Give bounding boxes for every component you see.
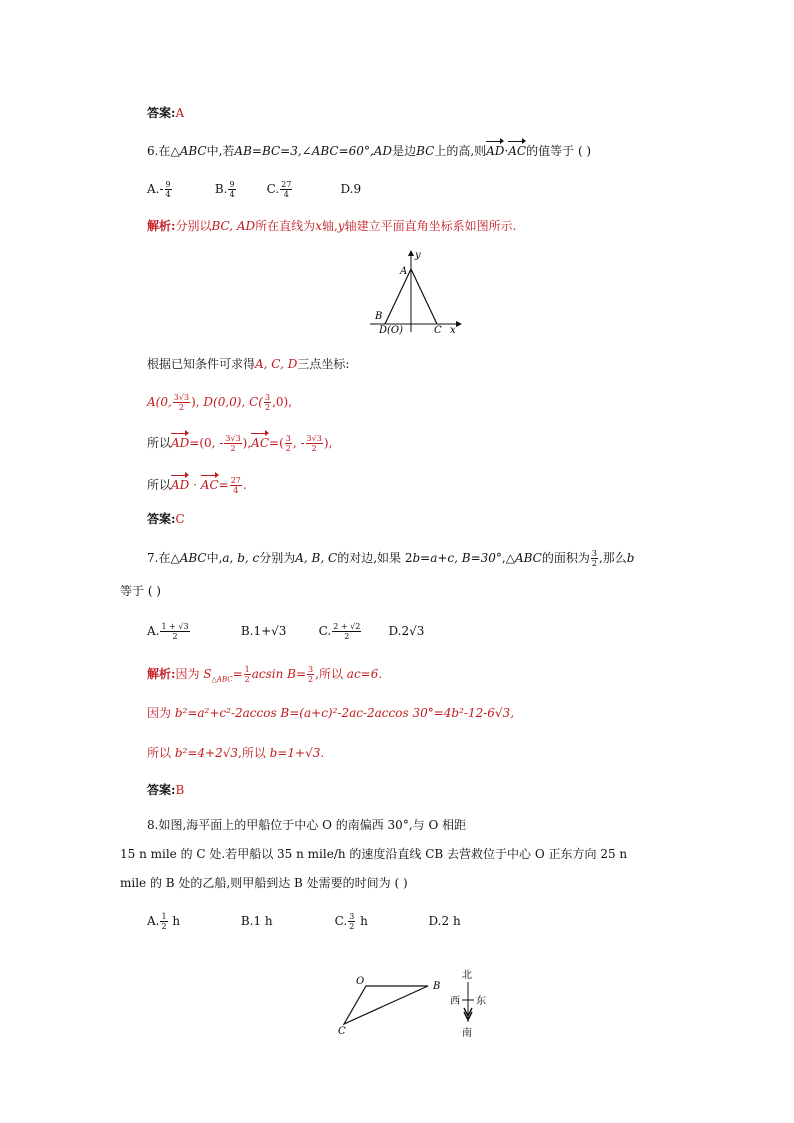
text: ,△ xyxy=(501,551,515,565)
analysis-text: x xyxy=(315,219,322,233)
option-value: 9 xyxy=(353,182,362,196)
q6-stem-bc: BC xyxy=(416,144,435,158)
q6-stem-ad: AD xyxy=(373,144,393,158)
text: ), xyxy=(323,436,333,450)
compass-icon xyxy=(450,969,486,1039)
q6-options xyxy=(147,180,361,199)
q6-dot: · xyxy=(504,144,509,158)
compass-east: 东 xyxy=(476,996,486,1007)
text: acsin B= xyxy=(251,667,307,681)
q6-option-c xyxy=(267,180,337,199)
text: a, b, c xyxy=(222,551,260,565)
option-label: C. xyxy=(334,914,348,928)
analysis-text: BC, AD xyxy=(211,219,256,233)
q7-analysis-1 xyxy=(147,665,382,687)
analysis-text: y xyxy=(337,219,345,233)
answer-value: B xyxy=(175,783,185,797)
fraction: $\frac{3}{2}$ xyxy=(308,665,314,684)
triangle-ocb xyxy=(344,986,428,1024)
text: ABC xyxy=(179,551,207,565)
option-unit: h xyxy=(172,914,181,928)
q8-stem-line3: mile 的 B 处的乙船,则甲船到达 B 处需要的时间为 ( ) xyxy=(120,876,408,890)
q8-option-a xyxy=(147,912,237,931)
q5-answer xyxy=(147,105,184,121)
text: 所以 xyxy=(147,478,172,492)
option-fraction: $\frac{1}{2}$ xyxy=(161,912,167,931)
label-d: D(O) xyxy=(379,325,404,336)
q6-vector-ac: AC xyxy=(508,144,527,158)
option-fraction: $\frac{1 + √3}{2}$ xyxy=(161,622,189,641)
text: 分别为 xyxy=(259,551,296,565)
text: 7.在△ xyxy=(147,551,180,565)
q6-stem-prefix: 6.在△ xyxy=(147,144,180,158)
q8-options xyxy=(147,912,461,931)
q7-option-c xyxy=(319,622,385,641)
compass-south: 南 xyxy=(462,1028,472,1039)
q7-analysis-3 xyxy=(147,745,324,761)
q6-stem-mid1: 中,若 xyxy=(206,144,235,158)
analysis-text: 轴建立平面直角坐标系如图所示. xyxy=(344,219,517,233)
text: 三点坐标: xyxy=(297,357,350,371)
text: S xyxy=(203,667,212,681)
text: b=1+√3. xyxy=(269,746,325,760)
text: ,所以 xyxy=(315,667,343,681)
text: b=a+c, B=30° xyxy=(412,551,502,565)
text: =(0, - xyxy=(189,436,224,450)
text: ,那么 xyxy=(598,551,627,565)
label-o: O xyxy=(356,976,365,987)
text: 的对边,如果 2 xyxy=(337,551,413,565)
text: = xyxy=(218,478,229,492)
q6-dot-line xyxy=(147,476,247,495)
analysis-label: 解析: xyxy=(147,667,176,681)
q8-option-c xyxy=(335,912,425,931)
q6-stem-mid3: 上的高,则 xyxy=(434,144,487,158)
q8-option-b: B.1 h xyxy=(240,914,273,928)
q6-stem-mid2: 是边 xyxy=(392,144,417,158)
answer-value: A xyxy=(175,106,185,120)
option-fraction: $\frac{3}{2}$ xyxy=(349,912,355,931)
option-label: C. xyxy=(266,182,280,196)
text: 等于 ( ) xyxy=(120,584,161,598)
option-label: B. xyxy=(214,182,228,196)
option-label: C. xyxy=(318,624,332,638)
fraction: $\frac{3}{2}$ xyxy=(285,434,291,453)
q6-option-d xyxy=(340,181,361,197)
text: 中, xyxy=(206,551,223,565)
vector-ac: AC xyxy=(200,478,219,492)
q7-analysis-2 xyxy=(147,705,514,721)
vector-ad: AD xyxy=(171,478,190,492)
q6-option-a xyxy=(147,180,211,199)
option-label: A. xyxy=(147,182,160,196)
q6-vector-ad: AD xyxy=(486,144,505,158)
option-label: D. xyxy=(340,182,354,196)
text: b²=4+2√3 xyxy=(174,746,238,760)
answer-label: 答案: xyxy=(147,106,176,120)
analysis-text: 分别以 xyxy=(175,219,212,233)
q6-stem-abc: ABC xyxy=(179,144,207,158)
label-c: C xyxy=(338,1026,346,1037)
text: 的面积为 xyxy=(541,551,590,565)
option-label: A. xyxy=(147,624,160,638)
label-y: y xyxy=(415,250,421,261)
q6-stem xyxy=(147,143,591,159)
label-b: B xyxy=(433,981,441,992)
q8-stem-line1: 8.如图,海平面上的甲船位于中心 O 的南偏西 30°,与 O 相距 xyxy=(147,818,467,832)
option-fraction: $\frac{27}{4}$ xyxy=(281,180,292,199)
q7-option-b: B.1+√3 xyxy=(240,624,287,638)
text: ac=6. xyxy=(346,667,383,681)
q6-vectors-line xyxy=(147,434,332,453)
text: ,所以 xyxy=(238,746,266,760)
option-fraction: $\frac{2 + √2}{2}$ xyxy=(333,622,361,641)
answer-label: 答案: xyxy=(147,783,176,797)
fraction: $\frac{3√3}{2}$ xyxy=(173,393,190,412)
text: 根据已知条件可求得 xyxy=(147,357,256,371)
q7-option-a xyxy=(147,622,237,641)
text: ), xyxy=(191,395,200,409)
option-fraction: $\frac{9}{4}$ xyxy=(165,180,171,199)
fraction: $\frac{3}{2}$ xyxy=(591,549,597,568)
analysis-label: 解析: xyxy=(147,219,176,233)
option-label: A. xyxy=(147,914,160,928)
text: 因为 xyxy=(175,667,200,681)
q7-stem xyxy=(147,549,634,568)
vector-ad: AD xyxy=(171,436,190,450)
text: ), xyxy=(242,436,252,450)
analysis-text: 轴, xyxy=(321,219,338,233)
text: A, C, D xyxy=(255,357,298,371)
text: △ABC xyxy=(211,675,233,684)
text: A(0, xyxy=(147,395,172,409)
fraction: $\frac{27}{4}$ xyxy=(230,476,241,495)
text: b²=a²+c²-2accos B=(a+c)²-2ac-2accos 30°=4b²-12-6√3, xyxy=(174,706,515,720)
answer-value: C xyxy=(175,512,185,526)
label-x: x xyxy=(450,325,456,336)
q6-stem-cond: AB=BC=3,∠ABC=60°, xyxy=(234,144,374,158)
answer-label: 答案: xyxy=(147,512,176,526)
text: A, B, C xyxy=(295,551,338,565)
option-fraction: $\frac{9}{4}$ xyxy=(229,180,235,199)
text: ,0), xyxy=(272,395,293,409)
q8-option-d: D.2 h xyxy=(428,914,461,928)
text: =( xyxy=(269,436,284,450)
analysis-text: 所在直线为 xyxy=(255,219,316,233)
vector-ac: AC xyxy=(251,436,270,450)
q6-option-b xyxy=(215,180,263,199)
text: D(0,0), xyxy=(203,395,246,409)
text: C( xyxy=(249,395,263,409)
q7-answer xyxy=(147,782,184,798)
option-unit: h xyxy=(360,914,368,928)
text: b xyxy=(626,551,635,565)
label-a: A xyxy=(400,266,408,277)
fraction: $\frac{1}{2}$ xyxy=(244,665,250,684)
text: · xyxy=(193,478,197,492)
text: 所以 xyxy=(147,436,172,450)
fraction: $\frac{3√3}{2}$ xyxy=(225,434,241,453)
q6-points-line xyxy=(147,356,349,372)
q6-coordinate-figure xyxy=(360,244,470,336)
label-c: C xyxy=(434,325,442,336)
q8-navigation-figure xyxy=(330,964,490,1040)
q6-coords-line xyxy=(147,393,292,412)
label-b: B xyxy=(375,311,383,322)
q6-stem-suffix: 的值等于 ( ) xyxy=(526,144,592,158)
fraction: $\frac{3}{2}$ xyxy=(265,393,271,412)
option-sign: - xyxy=(159,182,164,196)
fraction: $\frac{3√3}{2}$ xyxy=(306,434,322,453)
y-axis-arrow xyxy=(408,250,414,256)
text: , - xyxy=(292,436,305,450)
compass-west: 西 xyxy=(450,996,460,1007)
x-axis-arrow xyxy=(456,321,462,327)
q7-option-d: D.2√3 xyxy=(388,624,425,638)
compass-north: 北 xyxy=(462,970,472,981)
q7-stem-line2 xyxy=(120,583,161,599)
text: ABC xyxy=(514,551,542,565)
text: = xyxy=(232,667,243,681)
text: 所以 xyxy=(147,746,172,760)
q8-stem-line2: 15 n mile 的 C 处.若甲船以 35 n mile/h 的速度沿直线 CB 去营救位于中心 O 正东方向 25 n xyxy=(120,847,628,861)
text: 因为 xyxy=(147,706,172,720)
q6-answer xyxy=(147,511,185,527)
text: . xyxy=(242,478,247,492)
q6-analysis xyxy=(147,218,516,234)
q7-options xyxy=(147,622,424,641)
